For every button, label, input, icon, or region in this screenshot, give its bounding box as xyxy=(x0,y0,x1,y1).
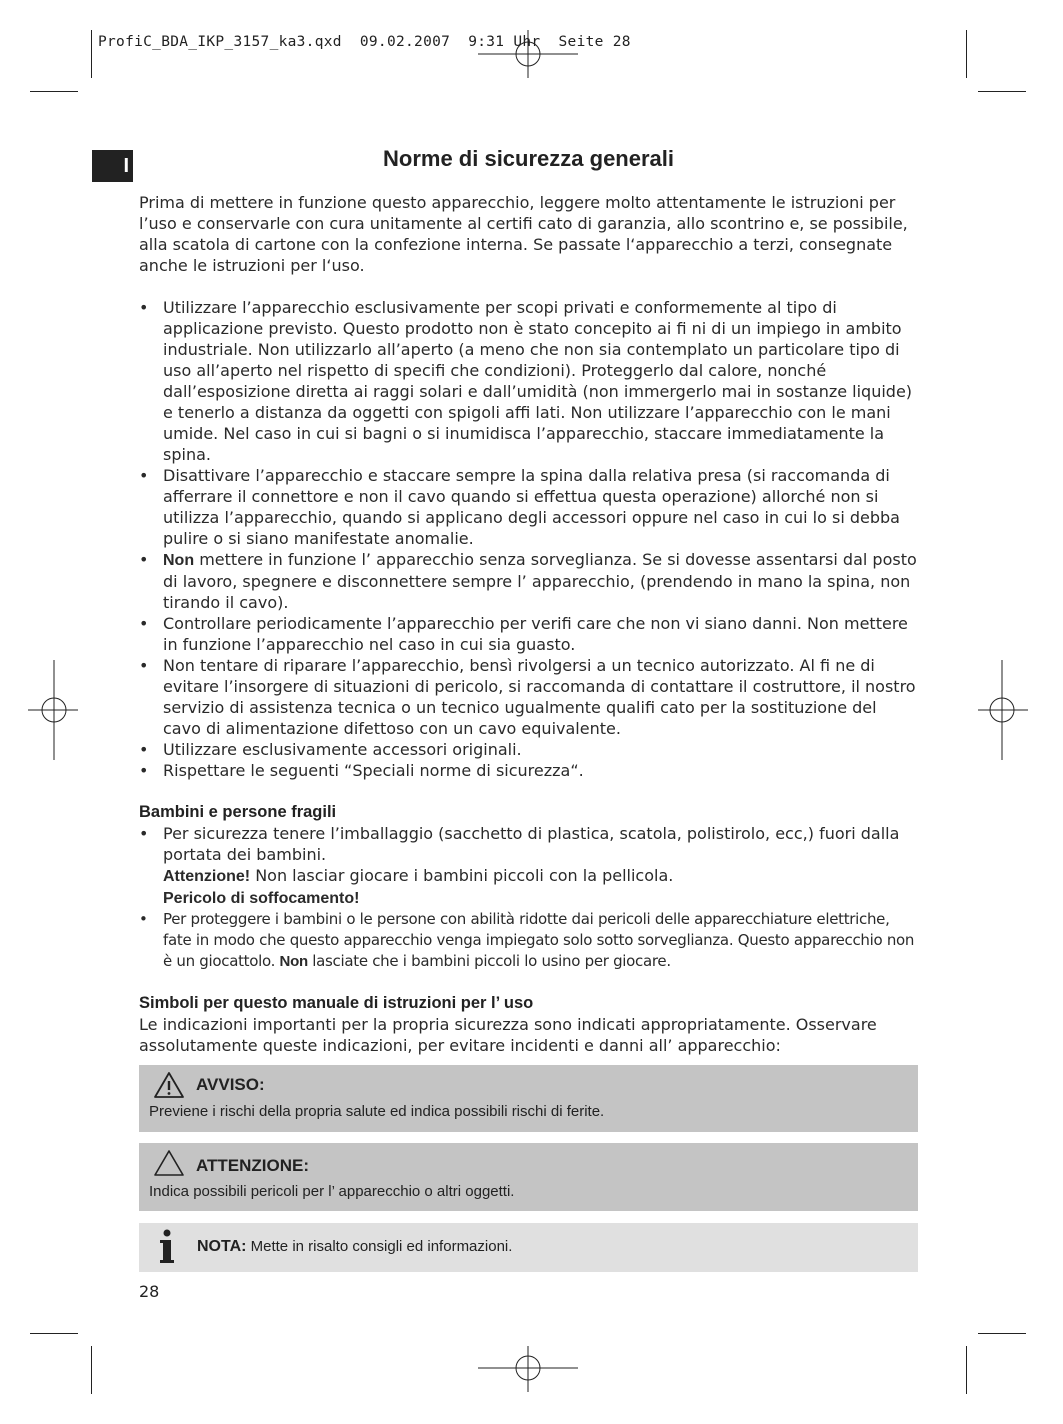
list-item: • Non tentare di riparare l’apparecchio, bensì rivolgersi a un tecnico autorizzato. Al fi ne di evitare l’insorgere di situazioni di pericolo, si raccomanda di contattare il costruttore, il nostro servizio di assistenza tecnica o un tecnico ugualmente qualifi cato per la sostituzione del cavo di alimentazione difettoso con un cavo equivalente. xyxy=(139,655,918,739)
list-item: • Controllare periodicamente l’apparecchio per verifi care che non vi siano danni. Non mettere in funzione l’apparecchio nel caso in cui sia guasto. xyxy=(139,613,918,655)
caution-title: ATTENZIONE: xyxy=(196,1156,310,1175)
caution-text: Indica possibili pericoli per l’ apparecchio o altri oggetti. xyxy=(149,1183,515,1200)
list-item xyxy=(139,909,918,972)
list-item: • Utilizzare l’apparecchio esclusivamente per scopi privati e conformemente al tipo di applicazione previsto. Questo prodotto non è stato concepito ai fi ni di un impiego in ambito industriale. Non utilizzarlo all’aperto (a meno che non sia contemplato un particolare tipo di uso all’aperto nel rispetto di specifi che condizioni). Proteggerlo dal calore, nonché dall’esposizione diretta ai raggi solari e dall’umidità (non immergerlo mai in sostanze liquide) e tenerlo a distanza da oggetti con spigoli affi lati. Non utilizzare l’apparecchio con le mani umide. Nel caso in cui si bagni o si inumidisca l’apparecchio, staccare immediatamente la spina. xyxy=(139,297,918,465)
list-item: • Disattivare l’apparecchio e staccare sempre la spina dalla relativa presa (si raccomanda di afferrare il connettore e non il cavo quando si effettua questa operazione) allorché non si utilizza l’apparecchio, quando si applicano degli accessori oppure nel caso in cui lo si debba pulire o si siano manifestate anomalie. xyxy=(139,465,918,549)
attention-label: Attenzione! xyxy=(163,868,251,885)
list-item xyxy=(139,823,918,909)
emphasis-text: Non xyxy=(163,552,195,569)
safety-list xyxy=(139,297,918,781)
note-label: NOTA: xyxy=(197,1238,247,1255)
crop-mark xyxy=(30,1333,78,1334)
list-item: • Utilizzare esclusivamente accessori originali. xyxy=(139,739,918,760)
registration-mark-top xyxy=(478,30,580,80)
note-box xyxy=(139,1223,918,1272)
note-line xyxy=(197,1238,512,1256)
warning-text: Previene i rischi della propria salute ed indica possibili rischi di ferite. xyxy=(149,1103,605,1120)
crop-mark xyxy=(978,91,1026,92)
list-item-text: Per proteggere i bambini o le persone con abilità ridotte dai pericoli delle apparecchiature elettriche, fate in modo che questo apparecchio venga impiegato solo sotto sorveglianza. Questo apparecchio non è un giocattolo. xyxy=(163,910,915,970)
crop-mark xyxy=(30,91,78,92)
caution-box xyxy=(139,1143,918,1211)
main-content xyxy=(139,192,918,1056)
warning-triangle-icon xyxy=(153,1071,185,1099)
note-text: Mette in risalto consigli ed informazioni. xyxy=(246,1238,513,1255)
crop-mark xyxy=(966,1346,967,1394)
page-number: 28 xyxy=(139,1282,160,1301)
crop-mark xyxy=(966,30,967,78)
crop-mark xyxy=(978,1333,1026,1334)
danger-text: Pericolo di soffocamento! xyxy=(163,890,360,907)
symbols-heading: Simboli per questo manuale di istruzioni per l’ uso xyxy=(139,994,534,1012)
warning-box xyxy=(139,1065,918,1132)
attention-text: Non lasciar giocare i bambini piccoli con la pellicola. xyxy=(250,866,674,885)
list-item-text: Per sicurezza tenere l’imballaggio (sacchetto di plastica, scatola, polistirolo, ecc,) fuori dalla portata dei bambini. xyxy=(163,824,900,864)
language-tab: I xyxy=(92,150,133,182)
list-item xyxy=(139,549,918,613)
children-heading: Bambini e persone fragili xyxy=(139,803,337,821)
print-slug: ProfiC_BDA_IKP_3157_ka3.qxd 09.02.2007 9:31 Uhr Seite 28 xyxy=(98,34,631,50)
registration-mark-left xyxy=(28,660,80,762)
list-item-text: mettere in funzione l’ apparecchio senza sorveglianza. Se si dovesse assentarsi dal posto di lavoro, spegnere e disconnettere sempre l’ apparecchio, (prendendo in mano la spina, non tirando il cavo). xyxy=(163,550,917,612)
registration-mark-bottom xyxy=(478,1346,580,1394)
info-icon xyxy=(159,1229,175,1265)
warning-title: AVVISO: xyxy=(196,1075,265,1094)
children-list xyxy=(139,823,918,972)
registration-mark-right xyxy=(978,660,1030,762)
caution-triangle-icon xyxy=(153,1149,185,1177)
emphasis-text: Non xyxy=(279,953,308,970)
symbols-paragraph: Le indicazioni importanti per la propria sicurezza sono indicati appropriatamente. Osservare assolutamente queste indicazioni, per evitare incidenti e danni all’ apparecchio: xyxy=(139,1015,877,1055)
page-title: Norme di sicurezza generali xyxy=(383,146,674,171)
crop-mark xyxy=(91,30,92,78)
intro-paragraph: Prima di mettere in funzione questo apparecchio, leggere molto attentamente le istruzioni per l’uso e conservarle con cura unitamente al certifi cato di garanzia, allo scontrino e, se possibile, alla scatola di cartone con la confezione interna. Se passate l‘apparecchio a terzi, consegnate anche le istruzioni per l‘uso. xyxy=(139,193,908,275)
list-item-text: lasciate che i bambini piccoli lo usino per giocare. xyxy=(307,952,671,970)
crop-mark xyxy=(91,1346,92,1394)
list-item: • Rispettare le seguenti “Speciali norme di sicurezza“. xyxy=(139,760,918,781)
